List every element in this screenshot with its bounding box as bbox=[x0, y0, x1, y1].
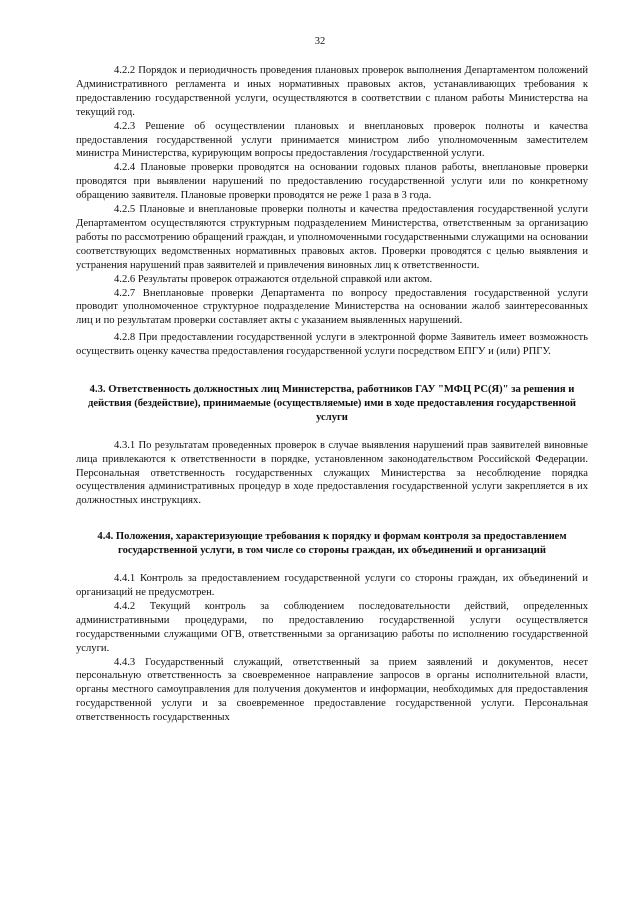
section-heading-4-3: 4.3. Ответственность должностных лиц Министерства, работников ГАУ "МФЦ РС(Я)" за решения и действия (бездействие), принимаемые (осуществляемые) ими в ходе предоставления государственной услуги bbox=[87, 384, 577, 423]
paragraph-4-4-3: 4.4.3 Государственный служащий, ответственный за прием заявлений и документов, несет персональную ответственность за своевременное направление запросов в органы исполнительной власти, органы местного самоуправления для получения документов и информации, необходимых для предоставления государственной услуги и за своевременное предоставление государственной услуги. Персональная ответственность государственных bbox=[76, 656, 588, 724]
paragraph-4-2-5: 4.2.5 Плановые и внеплановые проверки полноты и качества предоставления государственной услуги Департаментом осуществляются структурным подразделением Министерства, ответственным за организацию работы по рассмотрению обращений граждан, и уполномоченными государственными служащими на основании соответствующих ведомственных нормативных правовых актов. Проверки проводятся с целью выявления и устранения нарушений прав заявителей и привлечения виновных лиц к ответственности. bbox=[76, 204, 588, 271]
paragraph-4-2-8: 4.2.8 При предоставлении государственной услуги в электронной форме Заявитель имеет возможность осуществить оценку качества предоставления государственной услуги посредством ЕПГУ и (или) РПГУ. bbox=[76, 332, 588, 358]
paragraph-4-2-6: 4.2.6 Результаты проверок отражаются отдельной справкой или актом. bbox=[114, 273, 433, 285]
paragraph-4-4-1: 4.4.1 Контроль за предоставлением государственной услуги со стороны граждан, их объединений и организаций не предусмотрен. bbox=[76, 573, 588, 598]
section-heading-4-4: 4.4. Положения, характеризующие требования к порядку и формам контроля за предоставлением государственной услуги, в том числе со стороны граждан, их объединений и организаций bbox=[97, 531, 567, 557]
paragraph-4-2-2: 4.2.2 Порядок и периодичность проведения плановых проверок выполнения Департаментом положений Административного регламента и иных нормативных правовых актов, устанавливающих требования к предоставлению государственной услуги, осуществляются в соответствии с планом работы Министерства на текущий год. bbox=[76, 65, 588, 118]
paragraph-4-2-3: 4.2.3 Решение об осуществлении плановых и внеплановых проверок полноты и качества предоставления государственной услуги принимается министром либо уполномоченным заместителем министра Министерства, курирующим вопросы предоставления /государственной услуги. bbox=[76, 120, 588, 160]
paragraph-4-3-1: 4.3.1 По результатам проведенных проверок в случае выявления нарушений прав заявителей виновные лица привлекаются к ответственности в порядке, установленном законодательством Российской Федерации. Персональная ответственность государственных служащих Министерства за несоблюдение порядка осуществления административных процедур в ходе предоставления государственной услуги закрепляется в их должностных инструкциях. bbox=[76, 439, 588, 507]
paragraph-4-4-2: 4.4.2 Текущий контроль за соблюдением последовательности действий, определенных административными процедурами, по предоставлению государственной услуги осуществляется государственными служащими ОГВ, ответственными за организацию работы по исполнению государственной услуги. bbox=[76, 600, 588, 654]
document-body bbox=[76, 64, 588, 725]
paragraph-4-2-4: 4.2.4 Плановые проверки проводятся на основании годовых планов работы, внеплановые проверки проводятся при выявлении нарушений по предоставлению государственной услуги или по конкретному обращению заявителя. Плановые проверки проводятся не реже 1 раза в 3 года. bbox=[76, 162, 588, 202]
page-number: 32 bbox=[314, 36, 326, 47]
paragraph-4-2-7: 4.2.7 Внеплановые проверки Департамента по вопросу предоставления государственной услуги проводит уполномоченное структурное подразделение Министерства на основании жалоб заинтересованных лиц и по результатам проверки составляет акты с указанием выявленных нарушений. bbox=[76, 287, 588, 327]
